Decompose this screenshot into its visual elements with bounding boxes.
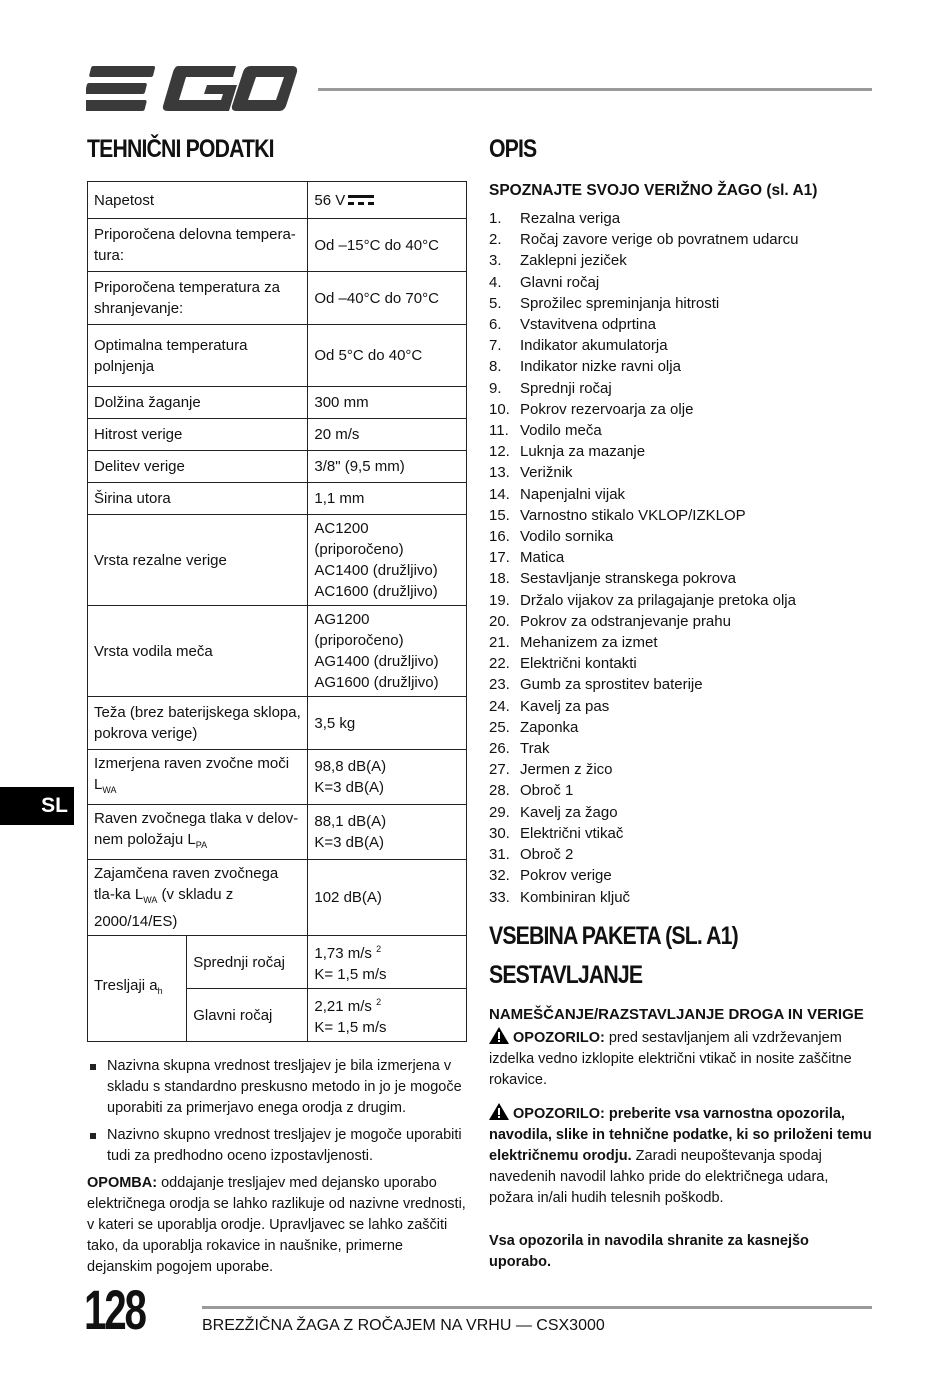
spec-value: 20 m/s: [308, 419, 467, 451]
part-item: 6. Vstavitvena odprtina: [489, 316, 656, 334]
warning-icon: [489, 1103, 509, 1120]
spec-row: [88, 515, 467, 606]
spec-row: [88, 606, 467, 697]
spec-key: Zajamčena raven zvočnega tla-ka $L_{WA}$ (v skladu z 2000/14/ES): [88, 860, 308, 936]
spec-row: [88, 219, 467, 272]
spec-row: [88, 860, 467, 936]
part-item: 25. Zaponka: [489, 718, 579, 736]
spec-value: Od –40°C do 70°C: [308, 272, 467, 325]
spec-row: [88, 325, 467, 387]
spec-value: 56 V: [308, 182, 467, 219]
spec-key: Izmerjena raven zvočne moči $L_{WA}$: [88, 750, 308, 805]
remark: [87, 1173, 467, 1278]
save-note: Vsa opozorila in navodila shranite za kasnejšo uporabo.: [489, 1232, 809, 1270]
description-title: OPIS: [489, 135, 537, 163]
warning-icon: [489, 1027, 509, 1044]
description-column: [489, 135, 873, 1273]
spec-key: Napetost: [88, 182, 308, 219]
part-item: 1. Rezalna veriga: [489, 210, 621, 227]
part-item: 24. Kavelj za pas: [489, 697, 610, 715]
notes-list: [87, 1056, 467, 1167]
vibration-value: 1,73 m/s $^2$ K= 1,5 m/s: [308, 936, 467, 989]
part-item: 23. Gumb za sprostitev baterije: [489, 676, 703, 694]
spec-key: Delitev verige: [88, 451, 308, 483]
spec-value: AG1200 (priporočeno) AG1400 (družljivo) AG1600 (družljivo): [308, 606, 467, 697]
spec-key: Teža (brez baterijskega sklopa, pokrova verige): [88, 697, 308, 750]
part-item: 11. Vodilo meča: [489, 422, 602, 440]
part-item: 20. Pokrov za odstranjevanje prahu: [489, 612, 731, 630]
part-item: 4. Glavni ročaj: [489, 273, 600, 291]
warning-1: [489, 1027, 873, 1091]
language-tab: SL: [0, 787, 74, 825]
spec-row: [88, 182, 467, 219]
spec-row: [88, 419, 467, 451]
spec-key: Dolžina žaganje: [88, 387, 308, 419]
warning-1-label: OPOZORILO:: [513, 1029, 605, 1046]
part-item: 27. Jermen z žico: [489, 761, 613, 779]
spec-row: [88, 697, 467, 750]
vibration-handle: Glavni ročaj: [187, 989, 308, 1042]
warning-2-label: OPOZORILO: preberite vsa varnostna opozorila, navodila, slike in tehnične podatke, ki so priloženi temu električnemu orodju.: [489, 1105, 872, 1164]
technical-data-title: TEHNIČNI PODATKI: [87, 135, 274, 163]
spec-value: 102 dB(A): [308, 860, 467, 936]
description-subtitle: SPOZNAJTE SVOJO VERIŽNO ŽAGO (sl. A1): [489, 182, 818, 199]
spec-row: [88, 451, 467, 483]
spec-row: [88, 387, 467, 419]
remark-text: oddajanje tresljajev med dejansko uporabo električnega orodja se lahko razlikuje od nazivne vrednosti, v kateri se uporablja orodje. Upravljavec se lahko zaščiti tako, da uporablja rokavice in naušnike, primerne dejanskim pogojem uporabe.: [87, 1175, 466, 1275]
spec-key: Vrsta rezalne verige: [88, 515, 308, 606]
assembly-title: SESTAVLJANJE: [489, 960, 643, 989]
technical-data-column: [87, 135, 467, 1278]
part-item: 32. Pokrov verige: [489, 867, 612, 885]
part-item: 12. Luknja za mazanje: [489, 443, 646, 461]
ego-logo: [86, 64, 298, 114]
spec-value: 1,1 mm: [308, 483, 467, 515]
spec-key: Priporočena temperatura za shranjevanje:: [88, 272, 308, 325]
spec-value: Od 5°C do 40°C: [308, 325, 467, 387]
part-item: 2. Ročaj zavore verige ob povratnem udarcu: [489, 231, 799, 249]
spec-key: Širina utora: [88, 483, 308, 515]
part-item: 33. Kombiniran ključ: [489, 888, 631, 906]
spec-key: Hitrost verige: [88, 419, 308, 451]
part-item: 8. Indikator nizke ravni olja: [489, 358, 681, 376]
part-item: 15. Varnostno stikalo VKLOP/IZKLOP: [489, 506, 746, 524]
part-item: 21. Mehanizem za izmet: [489, 634, 658, 652]
part-item: 26. Trak: [489, 740, 550, 758]
part-item: 14. Napenjalni vijak: [489, 485, 626, 503]
warning-1-text: pred sestavljanjem ali vzdrževanjem izdelka vedno izklopite električni vtikač in nosite zaščitne rokavice.: [489, 1029, 852, 1088]
part-item: 30. Električni vtikač: [489, 824, 624, 842]
warning-2-text: Zaradi neupoštevanja spodaj navedenih navodil lahko pride do električnega udara, požara in/ali hudih telesnih poškodb.: [489, 1147, 829, 1206]
part-item: 19. Držalo vijakov za prilagajanje pretoka olja: [489, 591, 796, 609]
package-title: VSEBINA PAKETA (SL. A1): [489, 921, 738, 950]
part-item: 16. Vodilo sornika: [489, 528, 614, 546]
spec-value: 3/8" (9,5 mm): [308, 451, 467, 483]
dc-symbol-icon: [348, 191, 374, 203]
spec-value: 300 mm: [308, 387, 467, 419]
part-item: 9. Sprednji ročaj: [489, 379, 612, 397]
note-item: Nazivna skupna vrednost tresljajev je bila izmerjena v skladu s standardno preskusno metodo in jo je mogoče uporabiti za primerjavo enega orodja z drugim.: [87, 1056, 467, 1119]
header-rule: [318, 88, 872, 91]
part-item: 3. Zaklepni jeziček: [489, 252, 627, 270]
spec-value: AC1200 (priporočeno) AC1400 (družljivo) AC1600 (družljivo): [308, 515, 467, 606]
spec-table: [87, 181, 467, 1042]
page-number: 128: [84, 1278, 145, 1341]
spec-row: [88, 272, 467, 325]
vibration-row: [88, 936, 467, 989]
part-item: 5. Sprožilec spreminjanja hitrosti: [489, 294, 720, 312]
remark-label: OPOMBA:: [87, 1175, 158, 1191]
warning-2: [489, 1103, 873, 1209]
vibration-value: 2,21 m/s $^2$ K= 1,5 m/s: [308, 989, 467, 1042]
spec-key: Raven zvočnega tlaka v delov-nem položaju $L_{PA}$: [88, 805, 308, 860]
footer-title: BREZŽIČNA ŽAGA Z ROČAJEM NA VRHU — CSX3000: [202, 1317, 605, 1334]
part-item: 17. Matica: [489, 549, 565, 567]
part-item: 10. Pokrov rezervoarja za olje: [489, 400, 694, 418]
part-item: 18. Sestavljanje stranskega pokrova: [489, 570, 736, 588]
spec-key: Optimalna temperatura polnjenja: [88, 325, 308, 387]
footer-rule: [202, 1306, 872, 1309]
part-item: 28. Obroč 1: [489, 782, 574, 800]
part-item: 29. Kavelj za žago: [489, 803, 618, 821]
parts-list: [489, 208, 873, 908]
part-item: 31. Obroč 2: [489, 846, 574, 864]
vibration-handle: Sprednji ročaj: [187, 936, 308, 989]
note-item: Nazivno skupno vrednost tresljajev je mogoče uporabiti tudi za predhodno oceno izpostavljenosti.: [87, 1125, 467, 1167]
spec-key: Vrsta vodila meča: [88, 606, 308, 697]
spec-value: 98,8 dB(A) K=3 dB(A): [308, 750, 467, 805]
spec-key: Priporočena delovna tempera-tura:: [88, 219, 308, 272]
spec-value: Od –15°C do 40°C: [308, 219, 467, 272]
part-item: 22. Električni kontakti: [489, 655, 637, 673]
part-item: 13. Verižnik: [489, 464, 573, 482]
spec-row: [88, 483, 467, 515]
spec-row: [88, 750, 467, 805]
vibration-label: Tresljaji $a_h$: [88, 936, 187, 1042]
spec-value: 88,1 dB(A) K=3 dB(A): [308, 805, 467, 860]
spec-value: 3,5 kg: [308, 697, 467, 750]
part-item: 7. Indikator akumulatorja: [489, 337, 668, 355]
spec-row: [88, 805, 467, 860]
assembly-subtitle: NAMEŠČANJE/RAZSTAVLJANJE DROGA IN VERIGE: [489, 1005, 864, 1023]
